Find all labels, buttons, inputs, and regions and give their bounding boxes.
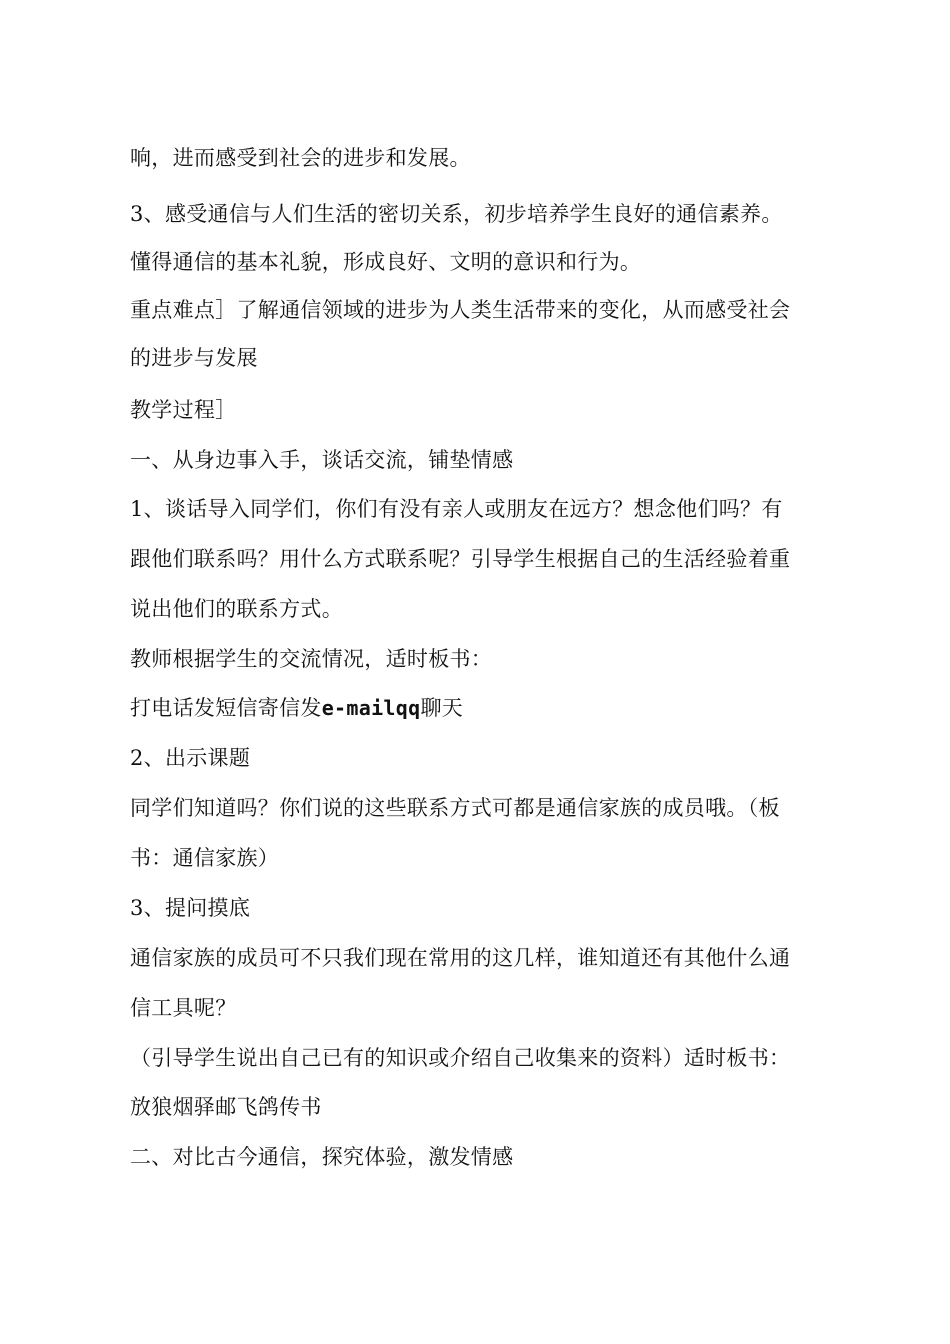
paragraph-line: （引导学生说出自己已有的知识或介绍自己收集来的资料）适时板书： bbox=[130, 1046, 791, 1070]
paragraph-line: 放狼烟驿邮飞鸽传书 bbox=[130, 1095, 322, 1119]
paragraph-line: 说出他们的联系方式。 bbox=[130, 597, 343, 621]
board-writing-text-end: 聊天 bbox=[420, 696, 464, 720]
paragraph-line: 通信家族的成员可不只我们现在常用的这几样，谁知道还有其他什么通 bbox=[130, 946, 791, 970]
paragraph-line: 懂得通信的基本礼貌，形成良好、文明的意识和行为。 bbox=[130, 250, 642, 274]
board-writing-text: 打电话发短信寄信发 bbox=[130, 696, 322, 720]
paragraph-line: 的进步与发展 bbox=[130, 346, 258, 370]
section-heading: 二、对比古今通信，探究体验，激发情感 bbox=[130, 1145, 514, 1169]
paragraph-line: 跟他们联系吗？用什么方式联系呢？引导学生根据自己的生活经验着重 bbox=[130, 547, 791, 571]
section-heading: 一、从身边事入手，谈话交流，铺垫情感 bbox=[130, 448, 514, 472]
board-writing-code: e-mailqq bbox=[321, 696, 421, 720]
paragraph-line: 3、提问摸底 bbox=[130, 896, 251, 920]
paragraph-line: 教师根据学生的交流情况，适时板书： bbox=[130, 647, 493, 671]
paragraph-line: 书：通信家族） bbox=[130, 846, 280, 870]
paragraph-line: 重点难点］了解通信领域的进步为人类生活带来的变化，从而感受社会 bbox=[130, 298, 791, 322]
paragraph-line: 3、感受通信与人们生活的密切关系，初步培养学生良好的通信素养。 bbox=[130, 202, 783, 226]
paragraph-line: 信工具呢？ bbox=[130, 996, 237, 1020]
paragraph-line: 1、谈话导入同学们，你们有没有亲人或朋友在远方？想念他们吗？有 bbox=[130, 497, 783, 521]
paragraph-line: 2、出示课题 bbox=[130, 746, 251, 770]
paragraph-line: 同学们知道吗？你们说的这些联系方式可都是通信家族的成员哦。（板 bbox=[130, 796, 780, 820]
paragraph-line-board-writing bbox=[130, 694, 830, 722]
section-heading: 教学过程］ bbox=[130, 398, 237, 422]
paragraph-line: 响，进而感受到社会的进步和发展。 bbox=[130, 146, 471, 170]
